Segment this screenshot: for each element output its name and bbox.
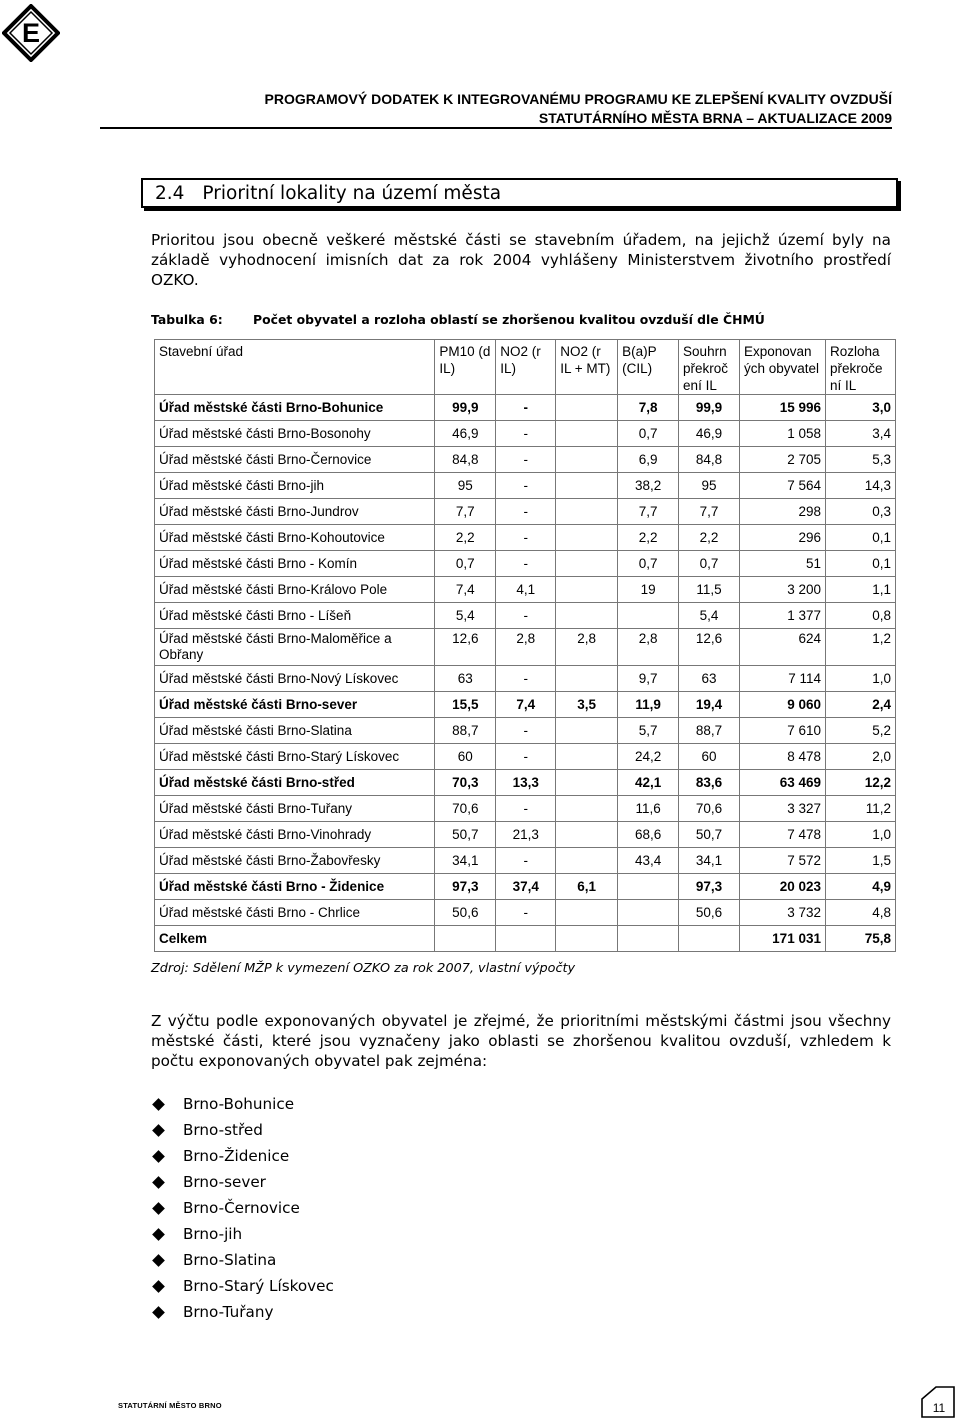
table-cell: 2,8: [556, 629, 618, 666]
diamond-bullet-icon: [152, 1228, 165, 1241]
table-cell: 0,1: [825, 551, 895, 577]
table-cell: 0,7: [679, 551, 740, 577]
table-cell: 21,3: [496, 822, 556, 848]
summary-paragraph: Z výčtu podle exponovaných obyvatel je zřejmé, že prioritními městskými částmi jsou všechny městské části, které jsou vyznačeny jako oblasti se zhoršenou kvalitou ovzduší, vzhledem k počtu exponovaných obyvatel pak zejména:: [151, 1012, 891, 1070]
table-cell: 14,3: [825, 473, 895, 499]
table-cell: 5,7: [618, 718, 679, 744]
table-caption: [151, 312, 765, 327]
table-row: [155, 770, 896, 796]
table-row: [155, 551, 896, 577]
table-cell: 24,2: [618, 744, 679, 770]
table-cell: 63: [679, 666, 740, 692]
table-cell: 84,8: [679, 447, 740, 473]
table-cell: 3,4: [825, 421, 895, 447]
row-name: Úřad městské části Brno-Žabovřesky: [155, 848, 435, 874]
table-cell: 95: [435, 473, 496, 499]
table-row: [155, 874, 896, 900]
table-cell: 46,9: [435, 421, 496, 447]
diamond-bullet-icon: [152, 1254, 165, 1267]
table-cell: 51: [740, 551, 826, 577]
table-cell: 99,9: [679, 395, 740, 421]
table-cell: 11,9: [618, 692, 679, 718]
table-cell: [556, 551, 618, 577]
row-name: Úřad městské části Brno-střed: [155, 770, 435, 796]
table-cell: 1 377: [740, 603, 826, 629]
header-line-2: STATUTÁRNÍHO MĚSTA BRNA – AKTUALIZACE 2009: [538, 110, 892, 126]
table-cell: 7,8: [618, 395, 679, 421]
row-name: Úřad městské části Brno-Maloměřice a Obřany: [155, 629, 435, 666]
table-cell: 2,8: [618, 629, 679, 666]
table-cell: 1,0: [825, 666, 895, 692]
table-cell: 5,2: [825, 718, 895, 744]
row-name: Úřad městské části Brno-Bohunice: [155, 395, 435, 421]
diamond-bullet-icon: [152, 1306, 165, 1319]
list-item: [151, 1172, 334, 1198]
table-cell: 296: [740, 525, 826, 551]
table-cell: 1,5: [825, 848, 895, 874]
column-header: NO2 (r IL + MT): [556, 340, 618, 395]
table-cell: 1 058: [740, 421, 826, 447]
table-cell: 2 705: [740, 447, 826, 473]
table-cell: 3 200: [740, 577, 826, 603]
table-cell: [556, 473, 618, 499]
table-cell: 8 478: [740, 744, 826, 770]
table-row: [155, 629, 896, 666]
section-heading: [141, 178, 898, 208]
table-caption-text: Počet obyvatel a rozloha oblastí se zhoršenou kvalitou ovzduší dle ČHMÚ: [253, 312, 765, 327]
table-cell: 12,2: [825, 770, 895, 796]
table-row: [155, 900, 896, 926]
table-cell: 7 564: [740, 473, 826, 499]
table-cell: -: [496, 796, 556, 822]
table-cell: 2,2: [618, 525, 679, 551]
table-cell: 11,6: [618, 796, 679, 822]
table-cell: 2,2: [435, 525, 496, 551]
table-cell: [556, 499, 618, 525]
table-cell: 88,7: [435, 718, 496, 744]
table-row: [155, 525, 896, 551]
list-item: [151, 1198, 334, 1224]
table-cell: 99,9: [435, 395, 496, 421]
table-cell: 7,4: [496, 692, 556, 718]
row-name: Úřad městské části Brno-Tuřany: [155, 796, 435, 822]
list-item: [151, 1094, 334, 1120]
table-row: [155, 499, 896, 525]
table-cell: -: [496, 603, 556, 629]
intro-paragraph: Prioritou jsou obecně veškeré městské části se stavebním úřadem, na jejichž území byly na základě vyhodnocení imisních dat za rok 2004 vyhlášeny Ministerstvem životního prostředí OZKO.: [151, 231, 891, 289]
table-cell: 7 114: [740, 666, 826, 692]
table-cell: 46,9: [679, 421, 740, 447]
table-header-row: [155, 340, 896, 395]
column-header: Exponovan ých obyvatel: [740, 340, 826, 395]
table-cell: 68,6: [618, 822, 679, 848]
table-cell: 7,7: [435, 499, 496, 525]
list-item: [151, 1276, 334, 1302]
footer-organization: STATUTÁRNÍ MĚSTO BRNO: [118, 1401, 222, 1410]
list-item-label: Brno-Bohunice: [183, 1095, 295, 1113]
table-cell: 70,6: [679, 796, 740, 822]
table-cell: 70,6: [435, 796, 496, 822]
table-cell: 7 478: [740, 822, 826, 848]
table-cell: -: [496, 473, 556, 499]
table-cell: 624: [740, 629, 826, 666]
table-cell: 15,5: [435, 692, 496, 718]
table-row: [155, 744, 896, 770]
list-item-label: Brno-Slatina: [183, 1251, 277, 1269]
table-cell: 34,1: [435, 848, 496, 874]
total-cell: [618, 926, 679, 952]
table-cell: -: [496, 447, 556, 473]
table-cell: 7,7: [679, 499, 740, 525]
table-cell: -: [496, 848, 556, 874]
table-cell: 15 996: [740, 395, 826, 421]
table-cell: 0,8: [825, 603, 895, 629]
diamond-bullet-icon: [152, 1124, 165, 1137]
table-cell: 60: [679, 744, 740, 770]
list-item: [151, 1250, 334, 1276]
table-cell: -: [496, 666, 556, 692]
table-cell: -: [496, 499, 556, 525]
table-cell: 3,5: [556, 692, 618, 718]
table-cell: 50,6: [435, 900, 496, 926]
table-cell: -: [496, 395, 556, 421]
list-item: [151, 1146, 334, 1172]
header-line-1: PROGRAMOVÝ DODATEK K INTEGROVANÉMU PROGRAMU KE ZLEPŠENÍ KVALITY OVZDUŠÍ: [264, 91, 892, 107]
row-name: Úřad městské části Brno-jih: [155, 473, 435, 499]
table-cell: [556, 900, 618, 926]
table-cell: 50,7: [679, 822, 740, 848]
table-row: [155, 796, 896, 822]
table-cell: 63: [435, 666, 496, 692]
table-cell: 38,2: [618, 473, 679, 499]
total-cell: [496, 926, 556, 952]
table-cell: 3 327: [740, 796, 826, 822]
total-label: Celkem: [155, 926, 435, 952]
list-item-label: Brno-střed: [183, 1121, 263, 1139]
table-cell: 97,3: [435, 874, 496, 900]
list-item-label: Brno-Tuřany: [183, 1303, 274, 1321]
list-item-label: Brno-Starý Lískovec: [183, 1277, 334, 1295]
table-cell: 3,0: [825, 395, 895, 421]
table-cell: 50,7: [435, 822, 496, 848]
table-cell: 12,6: [435, 629, 496, 666]
table-row: [155, 666, 896, 692]
table-cell: 7 610: [740, 718, 826, 744]
page-number: 11: [932, 1401, 946, 1415]
row-name: Úřad městské části Brno-Kohoutovice: [155, 525, 435, 551]
table-cell: 63 469: [740, 770, 826, 796]
row-name: Úřad městské části Brno-sever: [155, 692, 435, 718]
table-cell: 97,3: [679, 874, 740, 900]
table-cell: 5,4: [679, 603, 740, 629]
table-cell: 60: [435, 744, 496, 770]
table-cell: 7,7: [618, 499, 679, 525]
table-row: [155, 822, 896, 848]
table-cell: 2,0: [825, 744, 895, 770]
table-cell: [556, 421, 618, 447]
table-cell: 3 732: [740, 900, 826, 926]
table-cell: 88,7: [679, 718, 740, 744]
table-cell: -: [496, 525, 556, 551]
table-row: [155, 692, 896, 718]
population-table: [154, 339, 896, 952]
table-cell: 0,7: [618, 421, 679, 447]
table-cell: 2,8: [496, 629, 556, 666]
table-cell: -: [496, 744, 556, 770]
total-cell: 75,8: [825, 926, 895, 952]
document-header: [265, 90, 892, 128]
total-cell: 171 031: [740, 926, 826, 952]
total-cell: [556, 926, 618, 952]
table-cell: 34,1: [679, 848, 740, 874]
table-row: [155, 577, 896, 603]
table-cell: 11,5: [679, 577, 740, 603]
table-cell: 0,1: [825, 525, 895, 551]
table-cell: 4,1: [496, 577, 556, 603]
table-cell: 95: [679, 473, 740, 499]
list-item: [151, 1120, 334, 1146]
logo-e-diamond: [2, 4, 60, 62]
total-cell: [679, 926, 740, 952]
table-cell: 19,4: [679, 692, 740, 718]
table-cell: 19: [618, 577, 679, 603]
row-name: Úřad městské části Brno - Komín: [155, 551, 435, 577]
table-cell: 6,1: [556, 874, 618, 900]
table-cell: 5,3: [825, 447, 895, 473]
page-number-box: [920, 1385, 956, 1419]
row-name: Úřad městské části Brno-Starý Lískovec: [155, 744, 435, 770]
table-cell: -: [496, 900, 556, 926]
table-cell: [556, 848, 618, 874]
table-cell: 0,7: [618, 551, 679, 577]
column-header: NO2 (r IL): [496, 340, 556, 395]
svg-text:E: E: [21, 18, 41, 48]
header-divider: [100, 127, 892, 129]
row-name: Úřad městské části Brno-Vinohrady: [155, 822, 435, 848]
table-cell: 1,1: [825, 577, 895, 603]
table-cell: [556, 603, 618, 629]
table-cell: [618, 874, 679, 900]
table-cell: [556, 822, 618, 848]
total-cell: [435, 926, 496, 952]
row-name: Úřad městské části Brno-Černovice: [155, 447, 435, 473]
column-header: PM10 (d IL): [435, 340, 496, 395]
column-header: Stavební úřad: [155, 340, 435, 395]
row-name: Úřad městské části Brno - Chrlice: [155, 900, 435, 926]
list-item: [151, 1302, 334, 1328]
row-name: Úřad městské části Brno-Nový Lískovec: [155, 666, 435, 692]
table-cell: 0,3: [825, 499, 895, 525]
table-cell: [556, 577, 618, 603]
table-cell: 1,2: [825, 629, 895, 666]
list-item: [151, 1224, 334, 1250]
table-cell: 9 060: [740, 692, 826, 718]
row-name: Úřad městské části Brno - Židenice: [155, 874, 435, 900]
row-name: Úřad městské části Brno-Jundrov: [155, 499, 435, 525]
section-number: 2.4: [155, 182, 185, 204]
table-row: [155, 473, 896, 499]
diamond-bullet-icon: [152, 1202, 165, 1215]
table-cell: [556, 770, 618, 796]
table-cell: 4,8: [825, 900, 895, 926]
table-cell: [556, 796, 618, 822]
table-cell: 12,6: [679, 629, 740, 666]
table-source-note: Zdroj: Sdělení MŽP k vymezení OZKO za rok 2007, vlastní výpočty: [151, 961, 576, 976]
priority-districts-list: [151, 1094, 334, 1328]
table-cell: [618, 900, 679, 926]
table-cell: 84,8: [435, 447, 496, 473]
table-row: [155, 848, 896, 874]
table-cell: [556, 525, 618, 551]
row-name: Úřad městské části Brno-Bosonohy: [155, 421, 435, 447]
table-cell: -: [496, 421, 556, 447]
table-cell: 11,2: [825, 796, 895, 822]
table-cell: 42,1: [618, 770, 679, 796]
section-title: Prioritní lokality na území města: [202, 182, 502, 204]
table-cell: 2,2: [679, 525, 740, 551]
table-cell: 70,3: [435, 770, 496, 796]
table-cell: 37,4: [496, 874, 556, 900]
table-cell: [556, 666, 618, 692]
diamond-bullet-icon: [152, 1150, 165, 1163]
table-cell: [556, 395, 618, 421]
table-cell: 6,9: [618, 447, 679, 473]
table-cell: 1,0: [825, 822, 895, 848]
list-item-label: Brno-Černovice: [183, 1199, 300, 1217]
table-cell: 2,4: [825, 692, 895, 718]
table-cell: [556, 744, 618, 770]
list-item-label: Brno-Židenice: [183, 1147, 290, 1165]
table-cell: 7,4: [435, 577, 496, 603]
table-row: [155, 421, 896, 447]
table-cell: [556, 718, 618, 744]
table-cell: 83,6: [679, 770, 740, 796]
diamond-bullet-icon: [152, 1176, 165, 1189]
table-row: [155, 447, 896, 473]
table-cell: 7 572: [740, 848, 826, 874]
list-item-label: Brno-sever: [183, 1173, 266, 1191]
table-total-row: [155, 926, 896, 952]
table-cell: [556, 447, 618, 473]
row-name: Úřad městské části Brno - Líšeň: [155, 603, 435, 629]
table-cell: 43,4: [618, 848, 679, 874]
table-cell: 20 023: [740, 874, 826, 900]
table-caption-label: Tabulka 6:: [151, 312, 223, 327]
column-header: B(a)P (CIL): [618, 340, 679, 395]
row-name: Úřad městské části Brno-Slatina: [155, 718, 435, 744]
table-cell: 50,6: [679, 900, 740, 926]
table-cell: -: [496, 551, 556, 577]
column-header: Souhrn překroč ení IL: [679, 340, 740, 395]
row-name: Úřad městské části Brno-Královo Pole: [155, 577, 435, 603]
table-cell: 5,4: [435, 603, 496, 629]
table-cell: -: [496, 718, 556, 744]
table-cell: 0,7: [435, 551, 496, 577]
table-cell: 298: [740, 499, 826, 525]
table-row: [155, 603, 896, 629]
table-row: [155, 718, 896, 744]
table-cell: 13,3: [496, 770, 556, 796]
column-header: Rozloha překroče ní IL: [825, 340, 895, 395]
table-cell: 4,9: [825, 874, 895, 900]
diamond-bullet-icon: [152, 1280, 165, 1293]
table-cell: [618, 603, 679, 629]
diamond-bullet-icon: [152, 1098, 165, 1111]
list-item-label: Brno-jih: [183, 1225, 243, 1243]
table-cell: 9,7: [618, 666, 679, 692]
table-row: [155, 395, 896, 421]
